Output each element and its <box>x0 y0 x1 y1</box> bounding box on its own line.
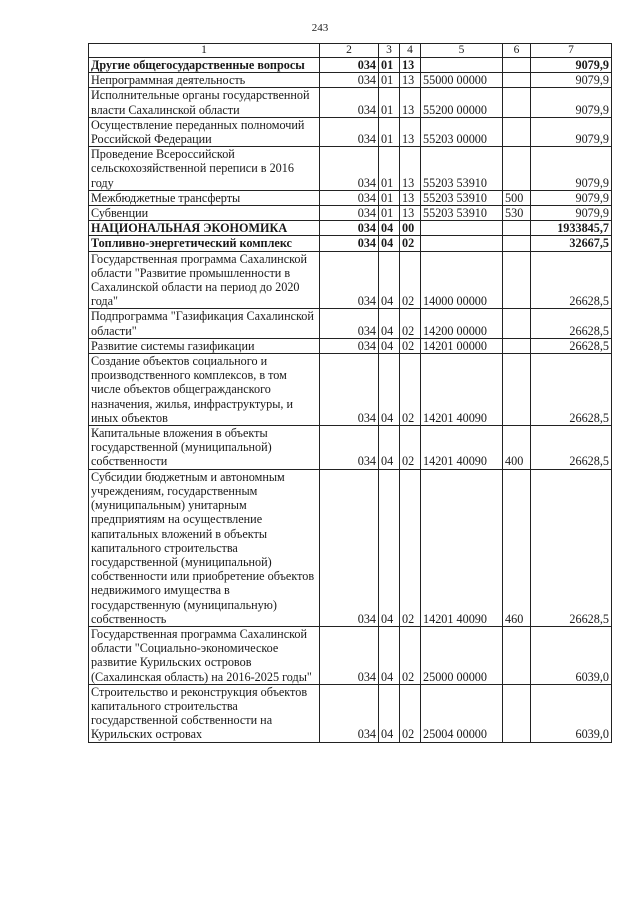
row-expense-type-cell <box>503 236 531 251</box>
row-expense-type-cell: 400 <box>503 426 531 470</box>
row-subsection-cell: 02 <box>400 236 421 251</box>
row-expense-type-cell: 530 <box>503 206 531 221</box>
row-name-cell: Топливно-энергетический комплекс <box>89 236 320 251</box>
row-amount-cell: 6039,0 <box>531 684 612 742</box>
row-name-cell: Создание объектов социального и производственного комплексов, в том числе объектов общегражданского назначения, жилья, инфраструктуры, и иных объектов <box>89 354 320 426</box>
row-amount-cell: 26628,5 <box>531 251 612 309</box>
row-admin-code-cell: 034 <box>320 73 379 88</box>
row-amount-cell: 9079,9 <box>531 73 612 88</box>
row-target-article-cell <box>421 221 503 236</box>
row-subsection-cell: 02 <box>400 251 421 309</box>
row-amount-cell: 26628,5 <box>531 426 612 470</box>
row-admin-code-cell: 034 <box>320 58 379 73</box>
page-number: 243 <box>311 22 329 34</box>
row-admin-code-cell: 034 <box>320 626 379 684</box>
row-section-cell: 01 <box>379 190 400 205</box>
row-subsection-cell: 02 <box>400 426 421 470</box>
row-name-cell: Субсидии бюджетным и автономным учреждениям, государственным (муниципальным) унитарным предприятиям на осуществление капитальных вложений в объекты капитального строительства государственной (муниципальной) собственности или приобретение объектов недвижимого имущества в государственную (муниципальную) собственность <box>89 469 320 626</box>
row-subsection-cell: 13 <box>400 147 421 191</box>
row-admin-code-cell: 034 <box>320 117 379 146</box>
row-section-cell: 04 <box>379 469 400 626</box>
row-subsection-cell: 13 <box>400 88 421 117</box>
row-section-cell: 01 <box>379 117 400 146</box>
row-expense-type-cell <box>503 309 531 338</box>
row-expense-type-cell <box>503 251 531 309</box>
budget-table <box>88 43 612 743</box>
table-row <box>89 354 612 426</box>
table-row <box>89 58 612 73</box>
row-admin-code-cell: 034 <box>320 88 379 117</box>
header-row <box>89 44 612 58</box>
row-subsection-cell: 13 <box>400 58 421 73</box>
table-row <box>89 251 612 309</box>
table-row <box>89 338 612 353</box>
row-amount-cell: 9079,9 <box>531 117 612 146</box>
row-admin-code-cell: 034 <box>320 354 379 426</box>
row-admin-code-cell: 034 <box>320 206 379 221</box>
row-target-article-cell: 25000 00000 <box>421 626 503 684</box>
row-name-cell: Подпрограмма "Газификация Сахалинской области" <box>89 309 320 338</box>
row-target-article-cell: 14200 00000 <box>421 309 503 338</box>
row-expense-type-cell: 500 <box>503 190 531 205</box>
row-target-article-cell: 14000 00000 <box>421 251 503 309</box>
row-amount-cell: 9079,9 <box>531 190 612 205</box>
table-row <box>89 190 612 205</box>
row-name-cell: НАЦИОНАЛЬНАЯ ЭКОНОМИКА <box>89 221 320 236</box>
row-amount-cell: 32667,5 <box>531 236 612 251</box>
header-col-2: 2 <box>320 44 379 58</box>
row-target-article-cell: 55203 00000 <box>421 117 503 146</box>
row-expense-type-cell <box>503 684 531 742</box>
row-expense-type-cell <box>503 338 531 353</box>
row-admin-code-cell: 034 <box>320 684 379 742</box>
row-section-cell: 04 <box>379 684 400 742</box>
row-name-cell: Капитальные вложения в объекты государственной (муниципальной) собственности <box>89 426 320 470</box>
table-row <box>89 117 612 146</box>
row-target-article-cell: 55000 00000 <box>421 73 503 88</box>
row-name-cell: Строительство и реконструкция объектов капитального строительства государственной собственности на Курильских островах <box>89 684 320 742</box>
row-subsection-cell: 02 <box>400 338 421 353</box>
table-row <box>89 426 612 470</box>
row-name-cell: Другие общегосударственные вопросы <box>89 58 320 73</box>
row-subsection-cell: 02 <box>400 469 421 626</box>
row-expense-type-cell: 460 <box>503 469 531 626</box>
row-admin-code-cell: 034 <box>320 309 379 338</box>
table-row <box>89 88 612 117</box>
row-subsection-cell: 00 <box>400 221 421 236</box>
row-section-cell: 01 <box>379 147 400 191</box>
row-name-cell: Государственная программа Сахалинской области "Социально-экономическое развитие Курильских островов (Сахалинская область) на 2016-2025 годы" <box>89 626 320 684</box>
row-admin-code-cell: 034 <box>320 426 379 470</box>
row-subsection-cell: 13 <box>400 73 421 88</box>
row-amount-cell: 9079,9 <box>531 206 612 221</box>
row-admin-code-cell: 034 <box>320 469 379 626</box>
row-section-cell: 04 <box>379 309 400 338</box>
table-row <box>89 626 612 684</box>
table-row <box>89 236 612 251</box>
row-expense-type-cell <box>503 117 531 146</box>
header-col-7: 7 <box>531 44 612 58</box>
row-section-cell: 01 <box>379 206 400 221</box>
row-target-article-cell: 14201 40090 <box>421 426 503 470</box>
row-subsection-cell: 02 <box>400 626 421 684</box>
row-section-cell: 01 <box>379 58 400 73</box>
row-name-cell: Осуществление переданных полномочий Российской Федерации <box>89 117 320 146</box>
row-admin-code-cell: 034 <box>320 147 379 191</box>
row-amount-cell: 9079,9 <box>531 58 612 73</box>
row-section-cell: 01 <box>379 88 400 117</box>
header-col-5: 5 <box>421 44 503 58</box>
row-subsection-cell: 02 <box>400 684 421 742</box>
row-amount-cell: 1933845,7 <box>531 221 612 236</box>
row-section-cell: 04 <box>379 236 400 251</box>
row-target-article-cell: 14201 40090 <box>421 469 503 626</box>
row-target-article-cell: 14201 40090 <box>421 354 503 426</box>
row-amount-cell: 9079,9 <box>531 88 612 117</box>
row-section-cell: 04 <box>379 426 400 470</box>
row-target-article-cell <box>421 236 503 251</box>
row-name-cell: Исполнительные органы государственной власти Сахалинской области <box>89 88 320 117</box>
row-expense-type-cell <box>503 147 531 191</box>
table-row <box>89 221 612 236</box>
row-target-article-cell <box>421 58 503 73</box>
header-col-3: 3 <box>379 44 400 58</box>
row-expense-type-cell <box>503 73 531 88</box>
row-expense-type-cell <box>503 221 531 236</box>
row-target-article-cell: 14201 00000 <box>421 338 503 353</box>
row-section-cell: 04 <box>379 251 400 309</box>
row-subsection-cell: 13 <box>400 190 421 205</box>
row-section-cell: 04 <box>379 626 400 684</box>
row-admin-code-cell: 034 <box>320 338 379 353</box>
row-target-article-cell: 55203 53910 <box>421 206 503 221</box>
row-target-article-cell: 25004 00000 <box>421 684 503 742</box>
row-amount-cell: 6039,0 <box>531 626 612 684</box>
table-body <box>89 44 612 743</box>
table-row <box>89 469 612 626</box>
row-section-cell: 01 <box>379 73 400 88</box>
header-col-1: 1 <box>89 44 320 58</box>
row-amount-cell: 26628,5 <box>531 469 612 626</box>
row-admin-code-cell: 034 <box>320 190 379 205</box>
table-row <box>89 309 612 338</box>
row-section-cell: 04 <box>379 221 400 236</box>
row-amount-cell: 9079,9 <box>531 147 612 191</box>
header-col-4: 4 <box>400 44 421 58</box>
table-row <box>89 147 612 191</box>
row-name-cell: Развитие системы газификации <box>89 338 320 353</box>
table-row <box>89 206 612 221</box>
row-name-cell: Субвенции <box>89 206 320 221</box>
row-subsection-cell: 13 <box>400 117 421 146</box>
row-name-cell: Государственная программа Сахалинской области "Развитие промышленности в Сахалинской области на период до 2020 года" <box>89 251 320 309</box>
row-target-article-cell: 55203 53910 <box>421 147 503 191</box>
table-row <box>89 684 612 742</box>
row-name-cell: Межбюджетные трансферты <box>89 190 320 205</box>
header-col-6: 6 <box>503 44 531 58</box>
row-expense-type-cell <box>503 88 531 117</box>
row-admin-code-cell: 034 <box>320 251 379 309</box>
row-admin-code-cell: 034 <box>320 236 379 251</box>
row-target-article-cell: 55200 00000 <box>421 88 503 117</box>
row-name-cell: Непрограммная деятельность <box>89 73 320 88</box>
table-row <box>89 73 612 88</box>
row-name-cell: Проведение Всероссийской сельскохозяйственной переписи в 2016 году <box>89 147 320 191</box>
row-subsection-cell: 13 <box>400 206 421 221</box>
row-subsection-cell: 02 <box>400 354 421 426</box>
row-section-cell: 04 <box>379 354 400 426</box>
row-amount-cell: 26628,5 <box>531 309 612 338</box>
row-target-article-cell: 55203 53910 <box>421 190 503 205</box>
row-amount-cell: 26628,5 <box>531 354 612 426</box>
row-expense-type-cell <box>503 58 531 73</box>
row-amount-cell: 26628,5 <box>531 338 612 353</box>
row-admin-code-cell: 034 <box>320 221 379 236</box>
row-expense-type-cell <box>503 354 531 426</box>
row-subsection-cell: 02 <box>400 309 421 338</box>
row-section-cell: 04 <box>379 338 400 353</box>
row-expense-type-cell <box>503 626 531 684</box>
